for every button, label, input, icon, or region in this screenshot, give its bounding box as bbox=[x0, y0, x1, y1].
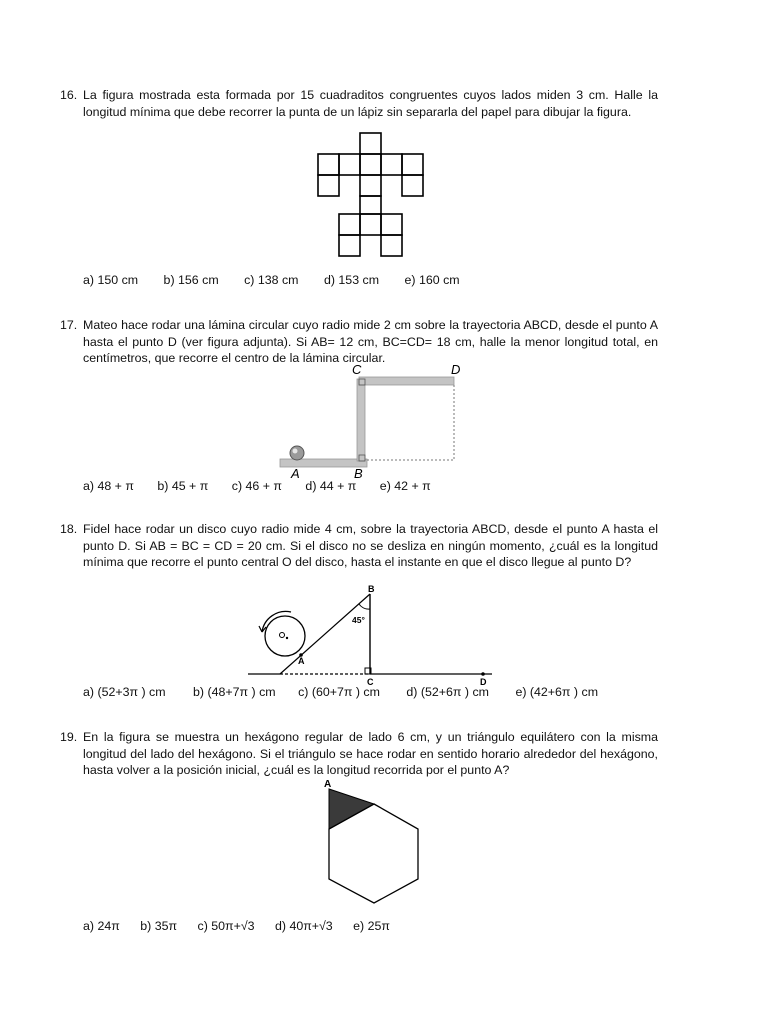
problem-number: 19. bbox=[60, 730, 78, 744]
option-b[interactable]: b) 35π bbox=[140, 919, 178, 933]
disk-incline-figure bbox=[240, 583, 500, 688]
option-a[interactable]: a) 150 cm bbox=[83, 273, 139, 287]
track-bc bbox=[357, 379, 365, 461]
plate-highlight bbox=[293, 449, 298, 454]
problem-statement: La figura mostrada esta formada por 15 cuadraditos congruentes cuyos lados miden 3 cm. Halle la longitud mínima que debe recorrer la punta de un lápiz sin separarla del papel para dibujar la figura. bbox=[83, 88, 658, 119]
dashed-square bbox=[367, 385, 454, 460]
label-d: D bbox=[480, 677, 487, 687]
angle-label: 45° bbox=[352, 615, 365, 625]
option-b[interactable]: b) 45 + π bbox=[157, 479, 209, 493]
problem-16 bbox=[60, 87, 658, 120]
label-c: C bbox=[352, 362, 362, 377]
option-c[interactable]: c) 138 cm bbox=[244, 273, 299, 287]
option-d[interactable]: d) 153 cm bbox=[323, 273, 380, 287]
problem-number: 18. bbox=[60, 522, 78, 536]
options-16 bbox=[83, 273, 482, 287]
label-a: A bbox=[298, 656, 305, 666]
option-e[interactable]: e) 42 + π bbox=[379, 479, 431, 493]
label-b: B bbox=[368, 584, 375, 594]
problem-number: 16. bbox=[60, 88, 78, 102]
label-d: D bbox=[451, 362, 461, 377]
option-a[interactable]: a) (52+3π ) cm bbox=[83, 685, 166, 699]
option-b[interactable]: b) 156 cm bbox=[163, 273, 219, 287]
problem-18 bbox=[60, 521, 658, 571]
option-e[interactable]: e) 25π bbox=[353, 919, 390, 933]
disk bbox=[265, 616, 305, 656]
option-d[interactable]: d) (52+6π ) cm bbox=[406, 685, 489, 699]
problem-number: 17. bbox=[60, 318, 78, 332]
grid-squares bbox=[318, 133, 423, 256]
options-19 bbox=[83, 919, 412, 933]
options-18 bbox=[83, 685, 620, 699]
track-cd bbox=[359, 377, 454, 385]
problem-statement: Fidel hace rodar un disco cuyo radio mide 4 cm, sobre la trayectoria ABCD, desde el punto A hasta el punto D. Si AB = BC = CD = 20 cm. Si el disco no se desliza en ningún momento, ¿cuál es la longitud mínima que recorre el punto central O del disco, hasta el instante en que el disco llegue al punto D? bbox=[83, 522, 658, 569]
incline-ab bbox=[280, 594, 370, 674]
options-17 bbox=[83, 479, 453, 493]
label-a: A bbox=[324, 779, 332, 790]
option-b[interactable]: b) (48+7π ) cm bbox=[193, 685, 276, 699]
option-c[interactable]: c) 50π+√3 bbox=[197, 919, 255, 933]
angle-arc bbox=[359, 604, 370, 609]
problem-19 bbox=[60, 729, 658, 779]
option-e[interactable]: e) 160 cm bbox=[404, 273, 460, 287]
option-d[interactable]: d) 44 + π bbox=[305, 479, 357, 493]
squares-figure bbox=[310, 130, 430, 262]
option-e[interactable]: e) (42+6π ) cm bbox=[515, 685, 599, 699]
path-abcd-figure bbox=[270, 360, 470, 482]
hexagon-triangle-figure bbox=[318, 776, 424, 906]
triangle bbox=[329, 789, 374, 829]
option-a[interactable]: a) 48 + π bbox=[83, 479, 134, 493]
problem-statement: En la figura se muestra un hexágono regular de lado 6 cm, y un triángulo equilátero con la misma longitud del lado del hexágono. Si el triángulo se hace rodar en sentido horario alrededor del hexágono, hasta volver a la posición inicial, ¿cuál es la longitud recorrida por el punto A? bbox=[83, 730, 658, 777]
problem-statement: Mateo hace rodar una lámina circular cuyo radio mide 2 cm sobre la trayectoria ABCD, desde el punto A hasta el punto D (ver figura adjunta). Si AB= 12 cm, BC=CD= 18 cm, halle la menor longitud total, en centímetros, que recorre el centro de la lámina circular. bbox=[83, 318, 658, 365]
label-a: A bbox=[291, 466, 300, 481]
option-c[interactable]: c) (60+7π ) cm bbox=[298, 685, 380, 699]
circular-plate bbox=[290, 446, 304, 460]
option-d[interactable]: d) 40π+√3 bbox=[274, 919, 333, 933]
option-c[interactable]: c) 46 + π bbox=[231, 479, 282, 493]
disk-mark bbox=[286, 637, 288, 639]
option-a[interactable]: a) 24π bbox=[83, 919, 120, 933]
label-c: C bbox=[367, 677, 374, 687]
point-d bbox=[481, 672, 485, 676]
disk-center bbox=[280, 633, 285, 638]
label-b: B bbox=[354, 466, 363, 481]
